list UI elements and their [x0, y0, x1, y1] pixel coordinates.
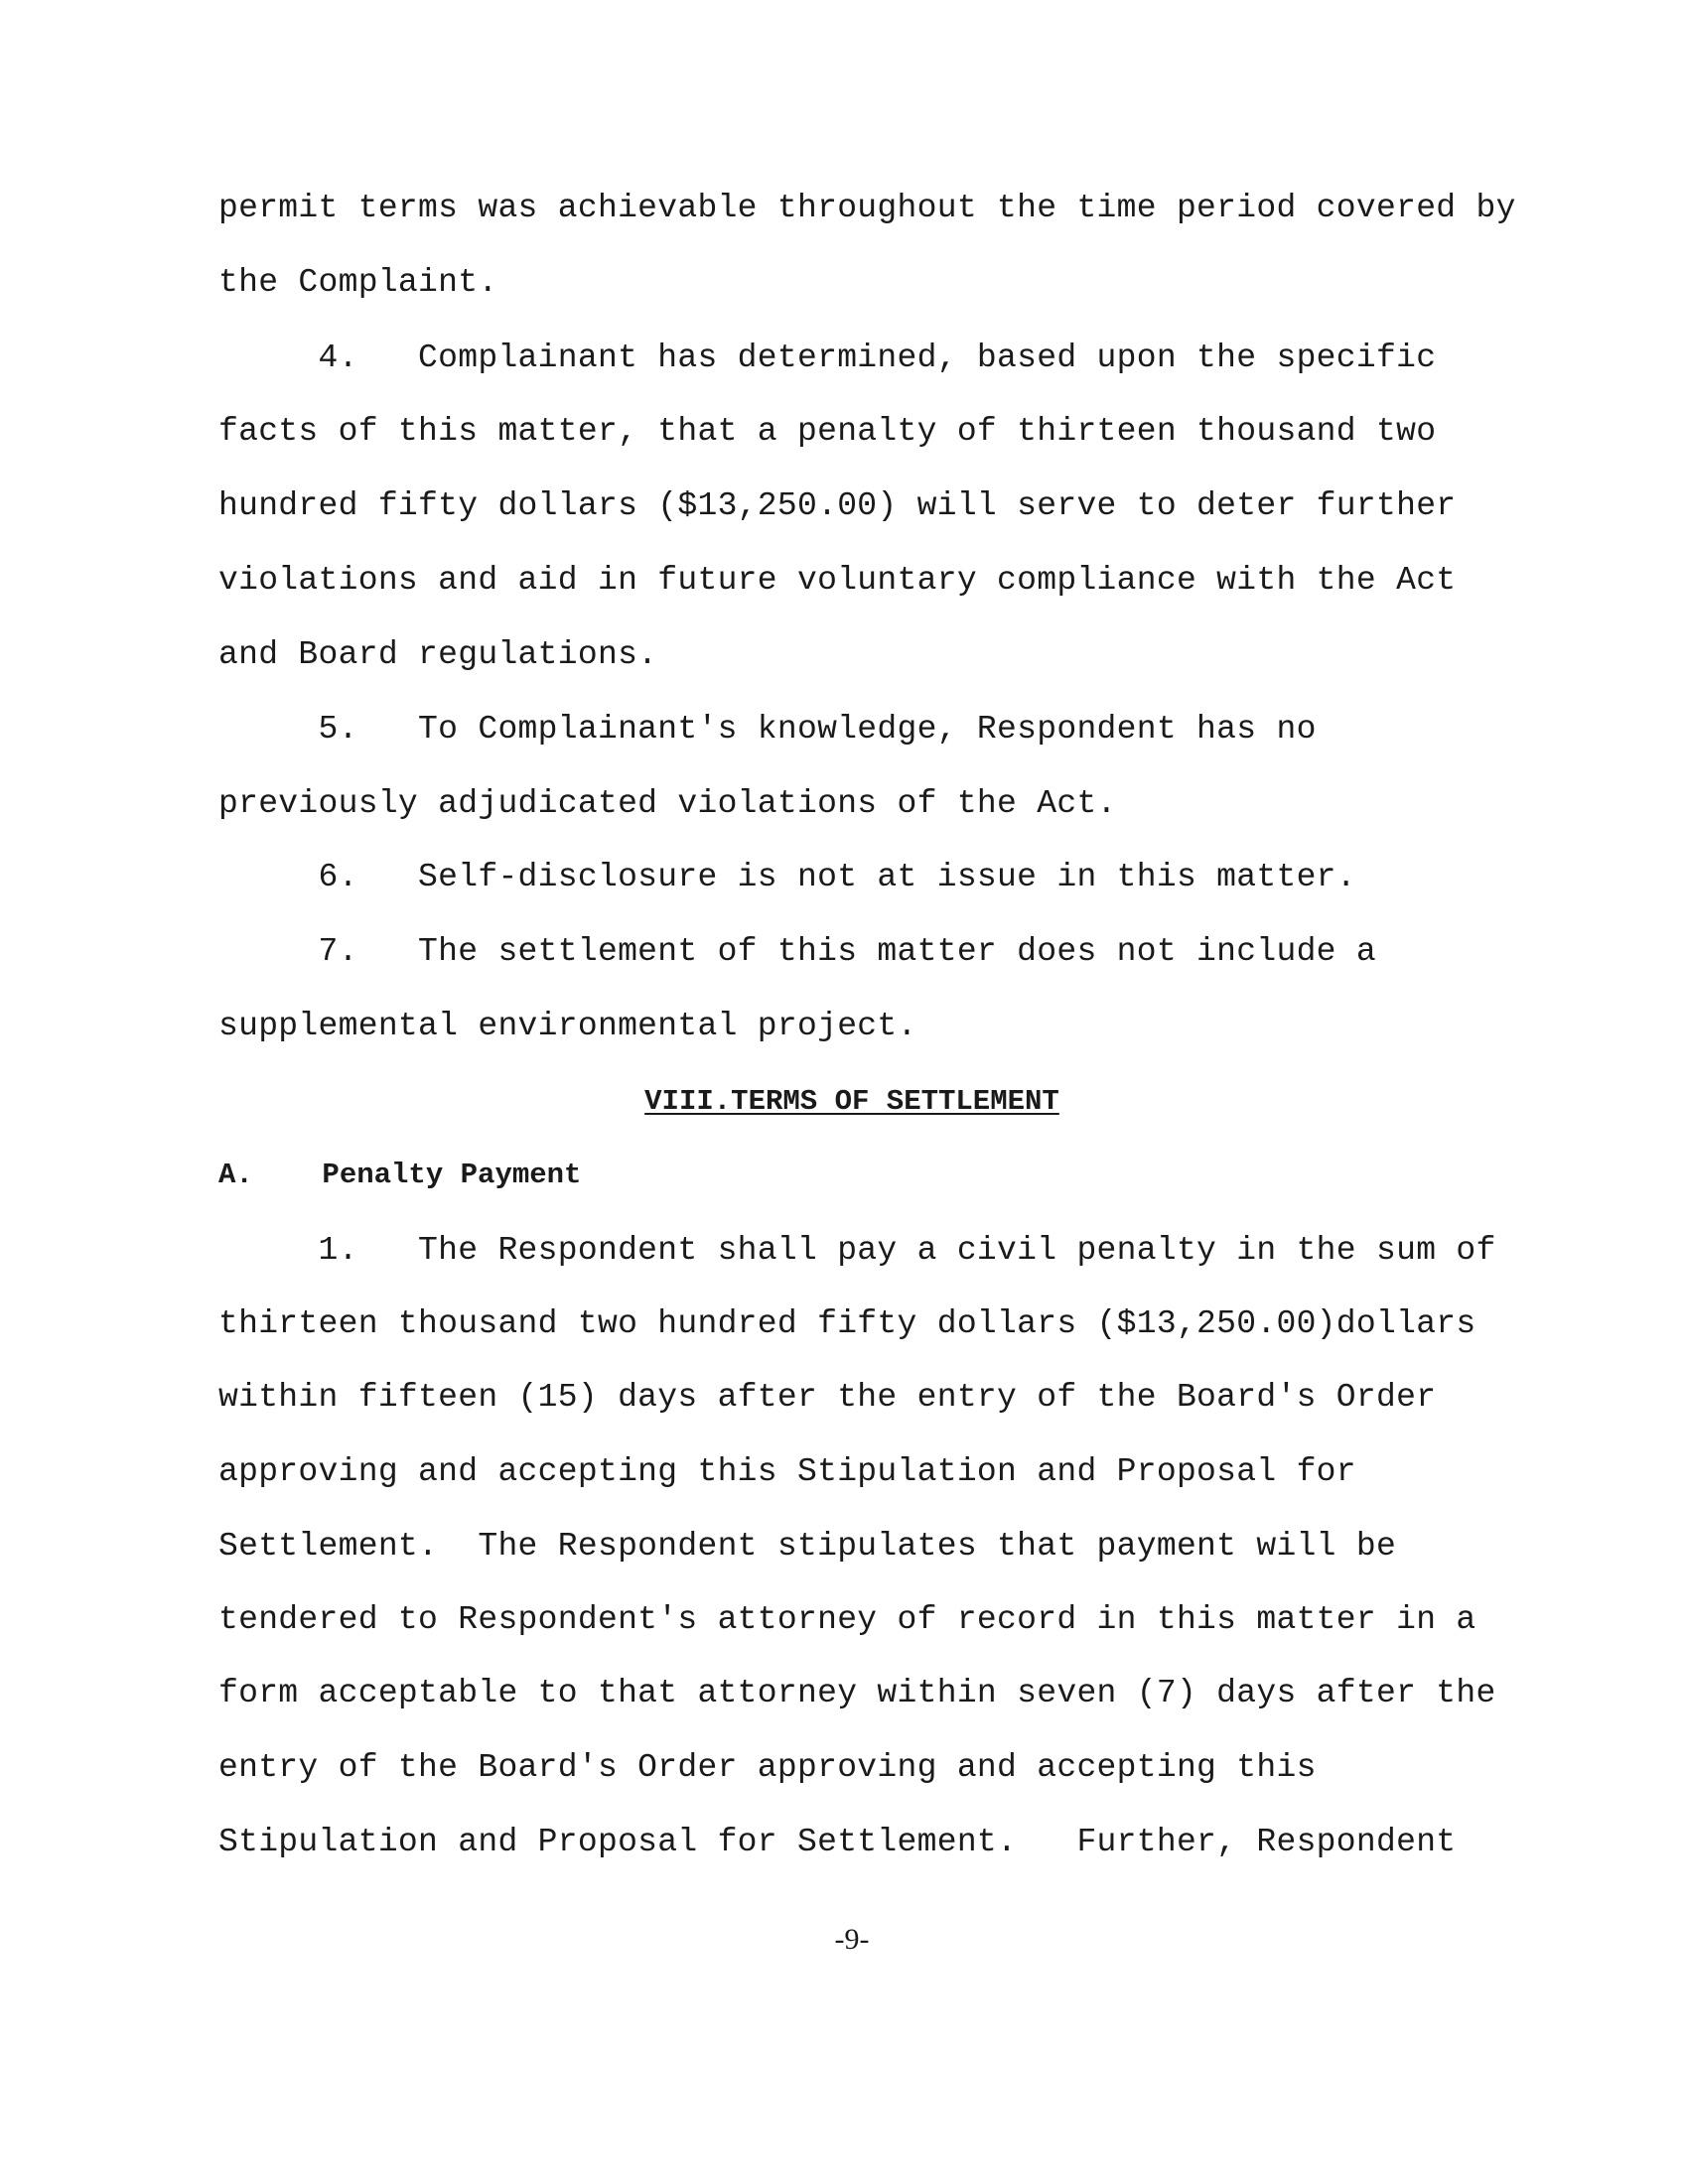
body-line: Stipulation and Proposal for Settlement. Further, Respondent: [218, 1824, 1457, 1860]
body-line: within fifteen (15) days after the entry of the Board's Order: [218, 1379, 1437, 1416]
body-line: previously adjudicated violations of the Act.: [218, 785, 1117, 822]
body-line: form acceptable to that attorney within seven (7) days after the: [218, 1675, 1496, 1711]
body-line: and Board regulations.: [218, 636, 658, 673]
body-line: the Complaint.: [218, 264, 498, 301]
body-line: 1. The Respondent shall pay a civil penalty in the sum of: [218, 1232, 1496, 1269]
subsection-heading: A. Penalty Payment: [218, 1159, 582, 1191]
body-line: thirteen thousand two hundred fifty dollars ($13,250.00)dollars: [218, 1305, 1476, 1342]
section-heading: VIII.TERMS OF SETTLEMENT: [644, 1085, 1059, 1118]
body-line: tendered to Respondent's attorney of record in this matter in a: [218, 1601, 1476, 1638]
body-line: 4. Complainant has determined, based upon the specific: [218, 340, 1437, 376]
body-line: violations and aid in future voluntary compliance with the Act: [218, 562, 1457, 599]
body-line: entry of the Board's Order approving and accepting this: [218, 1749, 1317, 1786]
body-line: hundred fifty dollars ($13,250.00) will serve to deter further: [218, 487, 1457, 524]
body-line: supplemental environmental project.: [218, 1008, 917, 1044]
body-line: permit terms was achievable throughout the time period covered by: [218, 190, 1516, 226]
body-line: facts of this matter, that a penalty of thirteen thousand two: [218, 413, 1437, 450]
body-line: 6. Self-disclosure is not at issue in this matter.: [218, 859, 1356, 895]
page-number: -9-: [834, 1923, 870, 1956]
body-line: 5. To Complainant's knowledge, Respondent has no: [218, 711, 1317, 748]
body-line: approving and accepting this Stipulation and Proposal for: [218, 1453, 1356, 1490]
body-line: 7. The settlement of this matter does not include a: [218, 933, 1376, 970]
body-line: Settlement. The Respondent stipulates that payment will be: [218, 1528, 1397, 1565]
